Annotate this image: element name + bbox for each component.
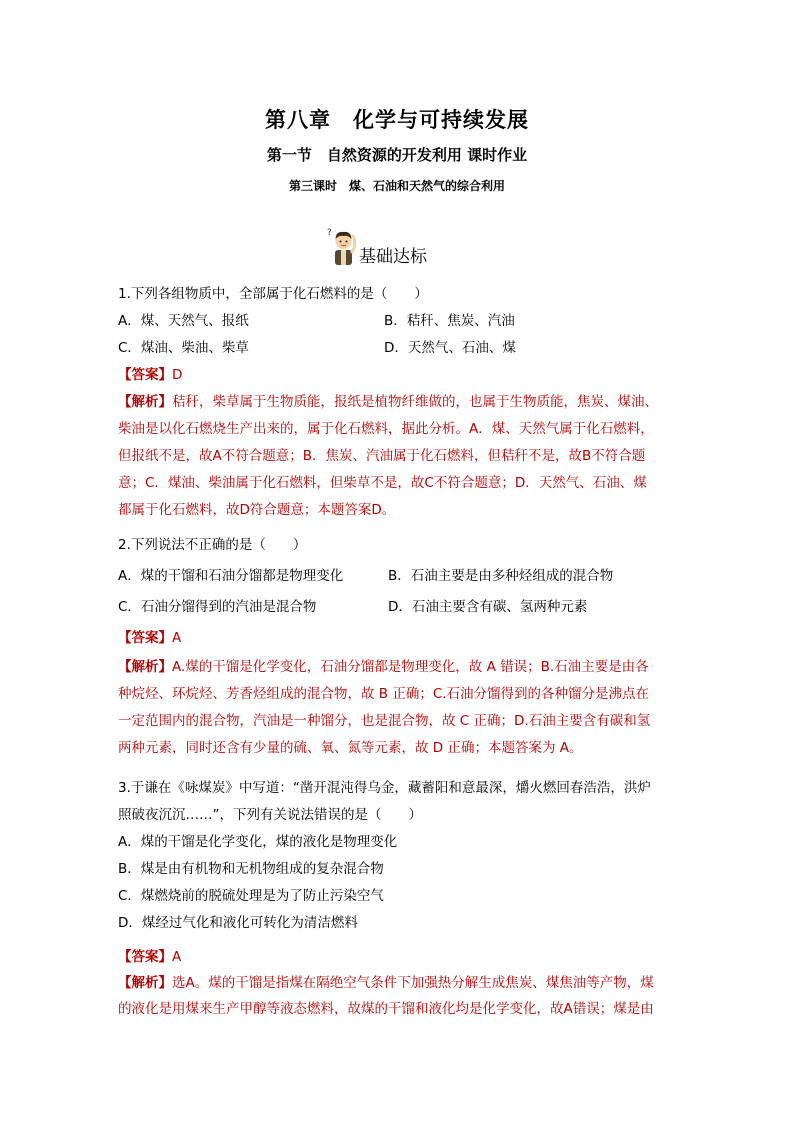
q1-option-a: A．煤、天然气、报纸 [118, 313, 249, 329]
q2-stem: 2.下列说法不正确的是（ ） [118, 537, 307, 553]
q3-answer-tag: 【答案】 [118, 949, 172, 965]
q1-analysis-line: 【解析】秸秆，柴草属于生物质能，报纸是植物纤维做的，也属于生物质能，焦炭、煤油、 [118, 394, 658, 410]
q3-analysis-line: 【解析】选A。煤的干馏是指煤在隔绝空气条件下加强热分解生成焦炭、煤焦油等产物，煤 [118, 975, 654, 991]
q1-option-c: C．煤油、柴油、柴草 [118, 340, 249, 356]
q2-analysis-line: 一定范围内的混合物，汽油是一种馏分，也是混合物，故 C 正确；D.石油主要含有碳和氢 [118, 713, 651, 729]
q2-analysis-line: 种烷烃、环烷烃、芳香烃组成的混合物，故 B 正确；C.石油分馏得到的各种馏分是沸点在 [118, 686, 650, 702]
q2-option-d: D．石油主要含有碳、氢两种元素 [388, 599, 588, 615]
q3-answer [118, 947, 181, 967]
q3-option-d: D．煤经过气化和液化可转化为清洁燃料 [118, 915, 358, 931]
q2-answer-value: A [172, 630, 182, 646]
q2-analysis-line: 【解析】A.煤的干馏是化学变化，石油分馏都是物理变化，故 A 错误；B.石油主要是由各 [118, 659, 649, 675]
q3-option-b: B．煤是由有机物和无机物组成的复杂混合物 [118, 861, 384, 877]
q2-option-b: B．石油主要是由多种烃组成的混合物 [388, 568, 614, 584]
q2-answer-tag: 【答案】 [118, 630, 172, 646]
q2-answer [118, 628, 181, 648]
q1-answer [118, 365, 182, 385]
q1-stem: 1.下列各组物质中，全部属于化石燃料的是（ ） [118, 286, 428, 302]
q1-answer-tag: 【答案】 [118, 367, 172, 383]
q1-analysis-line: 柴油是以化石燃烧生产出来的，属于化石燃料，据此分析。A．煤、天然气属于化石燃料， [118, 421, 654, 437]
q3-answer-value: A [172, 949, 182, 965]
chapter-title: 第八章 化学与可持续发展 [265, 108, 529, 132]
svg-text:?: ? [327, 228, 332, 238]
q1-analysis-line: 意；C．煤油、柴油属于化石燃料，但柴草不是，故C不符合题意；D．天然气、石油、煤 [118, 475, 647, 491]
q1-answer-value: D [172, 367, 183, 383]
q3-analysis-line: 的液化是用煤来生产甲醇等液态燃料，故煤的干馏和液化均是化学变化，故A错误；煤是由 [118, 1001, 654, 1017]
q2-analysis [118, 654, 680, 762]
q3-option-a: A．煤的干馏是化学变化，煤的液化是物理变化 [118, 834, 398, 850]
lesson-title: 第三课时 煤、石油和天然气的综合利用 [288, 179, 505, 193]
section-title: 第一节 自然资源的开发利用 课时作业 [266, 146, 528, 164]
q1-option-b: B．秸秆、焦炭、汽油 [384, 313, 515, 329]
q3-analysis [118, 970, 680, 1022]
q3-option-c: C．煤燃烧前的脱硫处理是为了防止污染空气 [118, 888, 384, 904]
q1-analysis-line: 都属于化石燃料，故D符合题意；本题答案D。 [118, 502, 396, 518]
q2-option-c: C．石油分馏得到的汽油是混合物 [118, 599, 317, 615]
q2-analysis-line: 两种元素，同时还含有少量的硫、氧、氮等元素，故 D 正确；本题答案为 A。 [118, 740, 583, 756]
q2-option-a: A．煤的干馏和石油分馏都是物理变化 [118, 568, 344, 584]
q3-stem-line-2: 照破夜沉沉……”，下列有关说法错误的是（ ） [118, 807, 422, 823]
q3-stem-line-1: 3.于谦在《咏煤炭》中写道：“凿开混沌得乌金，藏蓄阳和意最深，爝火燃回春浩浩，洪炉 [118, 780, 651, 796]
q1-analysis-line: 但报纸不是，故A不符合题意；B．焦炭、汽油属于化石燃料，但秸秆不是，故B不符合题 [118, 448, 646, 464]
q1-analysis [118, 389, 680, 524]
thinking-student-icon [326, 226, 360, 266]
q1-analysis-tag: 【解析】 [118, 394, 172, 410]
q1-option-d: D．天然气、石油、煤 [384, 340, 516, 356]
badge-label: 基础达标 [359, 247, 427, 267]
q2-analysis-tag: 【解析】 [118, 659, 172, 675]
q3-analysis-tag: 【解析】 [118, 975, 172, 991]
